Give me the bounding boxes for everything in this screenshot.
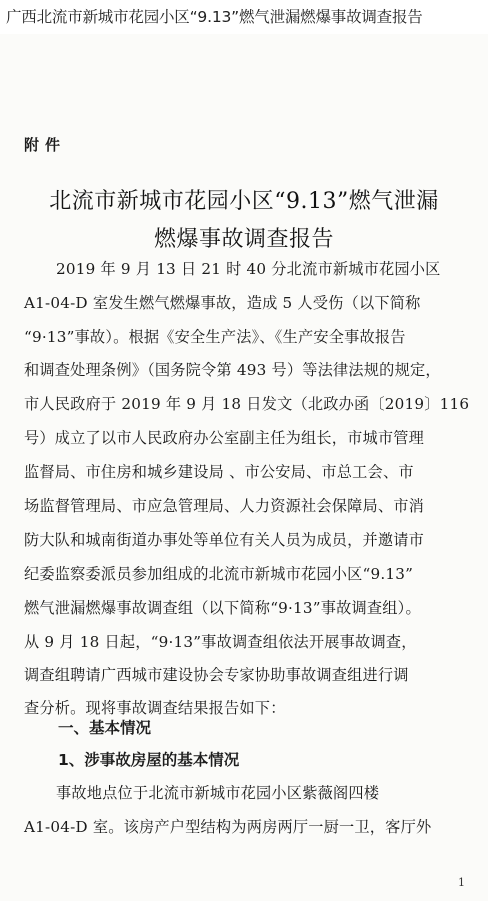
paragraph-line: 和调查处理条例》（国务院令第 493 号）等法律法规的规定， xyxy=(24,361,441,379)
paragraph-line: 号）成立了以市人民政府办公室副主任为组长，市城市管理 xyxy=(24,429,425,447)
paragraph-line: 事故地点位于北流市新城市花园小区紫薇阁四楼 xyxy=(56,784,380,802)
page-title: 广西北流市新城市花园小区“9.13”燃气泄漏燃爆事故调查报告 xyxy=(0,0,488,34)
page-number: 1 xyxy=(458,876,465,889)
paragraph-line: 防大队和城南街道办事处等单位有关人员为成员，并邀请市 xyxy=(24,531,425,549)
paragraph-line: A1-04-D 室发生燃气燃爆事故，造成 5 人受伤（以下简称 xyxy=(24,294,421,312)
paragraph-line: 燃气泄漏燃爆事故调查组（以下简称“9·13”事故调查组）。 xyxy=(24,599,421,617)
paragraph-line: 纪委监察委派员参加组成的北流市新城市花园小区“9.13” xyxy=(24,565,414,583)
paragraph-line: 2019 年 9 月 13 日 21 时 40 分北流市新城市花园小区 xyxy=(56,260,441,278)
paragraph-line: “9·13”事故）。根据《安全生产法》、《生产安全事故报告 xyxy=(24,328,406,346)
paragraph-line: 场监督管理局、市应急管理局、人力资源社会保障局、市消 xyxy=(24,497,425,515)
document-page xyxy=(0,34,488,901)
paragraph-line: 市人民政府于 2019 年 9 月 18 日发文（北政办函〔2019〕116 xyxy=(24,395,470,413)
document-title-line-1: 北流市新城市花园小区“9.13”燃气泄漏 xyxy=(49,189,439,214)
attachment-label: 附件 xyxy=(24,136,67,154)
subsection-heading: 1、涉事故房屋的基本情况 xyxy=(58,751,240,769)
paragraph-line: 从 9 月 18 日起，“9·13”事故调查组依法开展事故调查， xyxy=(24,633,417,651)
document-title-line-2: 燃爆事故调查报告 xyxy=(153,227,334,252)
section-heading: 一、基本情况 xyxy=(58,719,152,737)
paragraph-line: 监督局、市住房和城乡建设局 、市公安局、市总工会、市 xyxy=(24,463,414,481)
paragraph-line: A1-04-D 室。该房产户型结构为两房两厅一厨一卫，客厅外 xyxy=(24,818,432,836)
paragraph-line: 查分析。现将事故调查结果报告如下： xyxy=(24,699,286,717)
paragraph-line: 调查组聘请广西城市建设协会专家协助事故调查组进行调 xyxy=(24,666,409,684)
